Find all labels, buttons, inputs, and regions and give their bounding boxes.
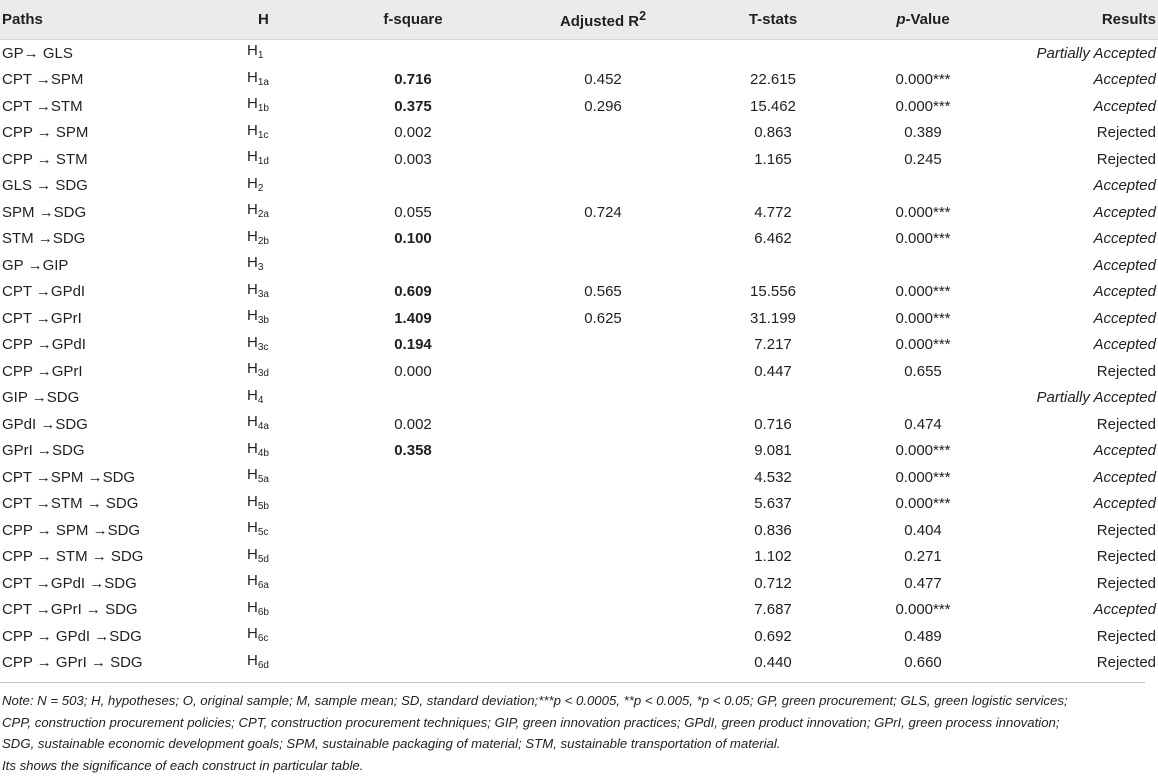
hypothesis-letter: H (247, 148, 258, 165)
hypothesis-letter: H (247, 652, 258, 669)
result-cell: Partially Accepted (998, 40, 1158, 67)
table-row (0, 252, 1158, 279)
p-value-cell: 0.000*** (848, 67, 998, 94)
table-row (0, 120, 1158, 147)
p-value-cell: 0.000*** (848, 199, 998, 226)
f-square-cell (318, 597, 508, 624)
path-cell: CPT →GPdI (0, 279, 247, 306)
hypothesis-cell (247, 438, 318, 465)
path-cell: GP →GIP (0, 252, 247, 279)
note-line: Its shows the significance of each construct in particular table. (2, 755, 1143, 776)
t-stats-cell (698, 173, 848, 200)
hypothesis-letter: H (247, 625, 258, 642)
t-stats-cell: 4.772 (698, 199, 848, 226)
adjusted-r2-cell: 0.565 (508, 279, 698, 306)
table-row (0, 517, 1158, 544)
f-square-cell: 0.716 (318, 67, 508, 94)
header-paths: Paths (0, 0, 247, 40)
table-row (0, 491, 1158, 518)
path-cell: CPP →GPdI (0, 332, 247, 359)
hypothesis-letter: H (247, 519, 258, 536)
adjusted-r2-cell (508, 173, 698, 200)
hypothesis-letter: H (247, 69, 258, 86)
hypothesis-subscript: 3d (258, 368, 269, 379)
path-cell: GP→ GLS (0, 40, 247, 67)
t-stats-cell: 0.863 (698, 120, 848, 147)
hypothesis-letter: H (247, 493, 258, 510)
header-h: H (247, 0, 318, 40)
table-row (0, 67, 1158, 94)
path-cell: GLS → SDG (0, 173, 247, 200)
result-cell: Rejected (998, 358, 1158, 385)
hypothesis-subscript: 3c (258, 342, 269, 353)
hypothesis-cell (247, 385, 318, 412)
p-value-cell: 0.000*** (848, 226, 998, 253)
path-cell: CPT →GPrI → SDG (0, 597, 247, 624)
hypothesis-cell (247, 279, 318, 306)
header-p-suffix: -Value (905, 11, 949, 28)
hypothesis-letter: H (247, 42, 258, 59)
result-cell: Rejected (998, 544, 1158, 571)
adjusted-r2-cell: 0.296 (508, 93, 698, 120)
result-cell: Accepted (998, 332, 1158, 359)
hypothesis-subscript: 5c (258, 527, 269, 538)
adjusted-r2-cell (508, 411, 698, 438)
header-p-value (848, 0, 998, 40)
adjusted-r2-cell (508, 358, 698, 385)
t-stats-cell: 9.081 (698, 438, 848, 465)
hypothesis-cell (247, 623, 318, 650)
p-value-cell: 0.271 (848, 544, 998, 571)
hypothesis-cell (247, 332, 318, 359)
adjusted-r2-cell (508, 491, 698, 518)
hypothesis-cell (247, 67, 318, 94)
table-row (0, 93, 1158, 120)
p-value-cell: 0.000*** (848, 597, 998, 624)
adjusted-r2-cell: 0.724 (508, 199, 698, 226)
hypothesis-subscript: 6c (258, 633, 269, 644)
result-cell: Accepted (998, 226, 1158, 253)
result-cell: Accepted (998, 173, 1158, 200)
f-square-cell: 0.003 (318, 146, 508, 173)
p-value-cell: 0.000*** (848, 305, 998, 332)
f-square-cell (318, 491, 508, 518)
t-stats-cell: 1.102 (698, 544, 848, 571)
hypothesis-letter: H (247, 307, 258, 324)
adjusted-r2-cell (508, 623, 698, 650)
hypothesis-cell (247, 226, 318, 253)
p-value-cell: 0.655 (848, 358, 998, 385)
hypothesis-letter: H (247, 281, 258, 298)
path-cell: CPP → SPM (0, 120, 247, 147)
t-stats-cell: 0.836 (698, 517, 848, 544)
result-cell: Accepted (998, 199, 1158, 226)
path-cell: CPP →GPrI (0, 358, 247, 385)
hypothesis-subscript: 1a (258, 77, 269, 88)
t-stats-cell: 15.462 (698, 93, 848, 120)
result-cell: Rejected (998, 146, 1158, 173)
result-cell: Rejected (998, 623, 1158, 650)
table-row (0, 570, 1158, 597)
f-square-cell (318, 173, 508, 200)
table-body (0, 40, 1158, 677)
adjusted-r2-cell (508, 385, 698, 412)
result-cell: Accepted (998, 279, 1158, 306)
result-cell: Accepted (998, 438, 1158, 465)
path-cell: SPM →SDG (0, 199, 247, 226)
hypothesis-subscript: 6a (258, 580, 269, 591)
table-row (0, 597, 1158, 624)
p-value-cell: 0.489 (848, 623, 998, 650)
f-square-cell: 0.609 (318, 279, 508, 306)
hypothesis-letter: H (247, 175, 258, 192)
t-stats-cell: 22.615 (698, 67, 848, 94)
hypothesis-cell (247, 570, 318, 597)
path-cell: CPP → STM → SDG (0, 544, 247, 571)
note-line: Note: N = 503; H, hypotheses; O, original sample; M, sample mean; SD, standard deviation;***p < 0.0005, **p < 0.005, *p < 0.05; GP, green procurement; GLS, green logistic services; (2, 690, 1143, 712)
adjusted-r2-cell (508, 597, 698, 624)
hypothesis-cell (247, 464, 318, 491)
p-value-cell: 0.389 (848, 120, 998, 147)
adjusted-r2-cell: 0.452 (508, 67, 698, 94)
note-line: CPP, construction procurement policies; CPT, construction procurement techniques; GIP, green innovation practices; GPdI, green product innovation; GPrI, green process innovation; (2, 712, 1143, 734)
adjusted-r2-cell (508, 40, 698, 67)
t-stats-cell: 7.217 (698, 332, 848, 359)
note-line: SDG, sustainable economic development goals; SPM, sustainable packaging of material; STM, sustainable transportation of material. (2, 733, 1143, 755)
hypothesis-letter: H (247, 334, 258, 351)
hypothesis-letter: H (247, 599, 258, 616)
t-stats-cell: 0.440 (698, 650, 848, 677)
hypothesis-letter: H (247, 466, 258, 483)
hypothesis-letter: H (247, 572, 258, 589)
table-row (0, 385, 1158, 412)
result-cell: Accepted (998, 305, 1158, 332)
hypothesis-subscript: 1d (258, 156, 269, 167)
path-cell: GIP →SDG (0, 385, 247, 412)
hypothesis-letter: H (247, 254, 258, 271)
hypothesis-cell (247, 120, 318, 147)
hypothesis-subscript: 3a (258, 289, 269, 300)
hypothesis-subscript: 4 (258, 395, 264, 406)
result-cell: Rejected (998, 570, 1158, 597)
t-stats-cell: 5.637 (698, 491, 848, 518)
header-adjusted-r-sup: 2 (639, 9, 646, 23)
hypothesis-subscript: 3 (258, 262, 264, 273)
hypothesis-letter: H (247, 201, 258, 218)
table-row (0, 146, 1158, 173)
adjusted-r2-cell (508, 544, 698, 571)
hypothesis-subscript: 6d (258, 660, 269, 671)
hypothesis-cell (247, 252, 318, 279)
hypothesis-cell (247, 650, 318, 677)
adjusted-r2-cell (508, 146, 698, 173)
p-value-cell: 0.000*** (848, 332, 998, 359)
hypothesis-letter: H (247, 546, 258, 563)
path-cell: CPP → GPrI → SDG (0, 650, 247, 677)
hypothesis-subscript: 3b (258, 315, 269, 326)
p-value-cell: 0.000*** (848, 279, 998, 306)
adjusted-r2-cell (508, 464, 698, 491)
f-square-cell (318, 252, 508, 279)
hypothesis-subscript: 5a (258, 474, 269, 485)
hypothesis-subscript: 1c (258, 130, 269, 141)
hypothesis-cell (247, 517, 318, 544)
path-cell: CPP → SPM →SDG (0, 517, 247, 544)
path-cell: STM →SDG (0, 226, 247, 253)
f-square-cell: 0.002 (318, 411, 508, 438)
hypothesis-cell (247, 40, 318, 67)
hypothesis-cell (247, 358, 318, 385)
hypothesis-subscript: 1 (258, 50, 264, 61)
t-stats-cell (698, 252, 848, 279)
path-cell: CPT →STM → SDG (0, 491, 247, 518)
f-square-cell (318, 385, 508, 412)
t-stats-cell (698, 40, 848, 67)
result-cell: Rejected (998, 411, 1158, 438)
f-square-cell (318, 650, 508, 677)
adjusted-r2-cell (508, 226, 698, 253)
f-square-cell: 0.358 (318, 438, 508, 465)
p-value-cell: 0.477 (848, 570, 998, 597)
path-cell: CPT →SPM (0, 67, 247, 94)
result-cell: Rejected (998, 650, 1158, 677)
p-value-cell: 0.000*** (848, 464, 998, 491)
result-cell: Partially Accepted (998, 385, 1158, 412)
hypothesis-subscript: 5d (258, 554, 269, 565)
result-cell: Accepted (998, 464, 1158, 491)
header-results: Results (998, 0, 1158, 40)
t-stats-cell: 0.712 (698, 570, 848, 597)
path-cell: CPT →GPdI →SDG (0, 570, 247, 597)
f-square-cell: 0.375 (318, 93, 508, 120)
result-cell: Accepted (998, 252, 1158, 279)
hypothesis-subscript: 2b (258, 236, 269, 247)
table-row (0, 226, 1158, 253)
hypothesis-subscript: 6b (258, 607, 269, 618)
p-value-cell: 0.000*** (848, 491, 998, 518)
adjusted-r2-cell (508, 120, 698, 147)
path-cell: CPP → STM (0, 146, 247, 173)
f-square-cell (318, 517, 508, 544)
f-square-cell (318, 40, 508, 67)
t-stats-cell: 0.692 (698, 623, 848, 650)
t-stats-cell: 15.556 (698, 279, 848, 306)
hypothesis-subscript: 2a (258, 209, 269, 220)
result-cell: Rejected (998, 517, 1158, 544)
header-p-prefix: p (896, 11, 905, 28)
path-cell: CPT →SPM →SDG (0, 464, 247, 491)
t-stats-cell: 0.447 (698, 358, 848, 385)
path-cell: CPT →GPrI (0, 305, 247, 332)
result-cell: Accepted (998, 491, 1158, 518)
hypothesis-cell (247, 199, 318, 226)
f-square-cell: 0.055 (318, 199, 508, 226)
f-square-cell (318, 570, 508, 597)
path-cell: GPrI →SDG (0, 438, 247, 465)
table-row (0, 305, 1158, 332)
hypothesis-cell (247, 544, 318, 571)
f-square-cell (318, 544, 508, 571)
hypothesis-letter: H (247, 360, 258, 377)
hypothesis-letter: H (247, 440, 258, 457)
hypothesis-subscript: 1b (258, 103, 269, 114)
table-row (0, 173, 1158, 200)
hypothesis-subscript: 2 (258, 183, 264, 194)
header-f-square: f-square (318, 0, 508, 40)
p-value-cell (848, 385, 998, 412)
p-value-cell (848, 173, 998, 200)
table-row (0, 40, 1158, 67)
f-square-cell (318, 464, 508, 491)
hypothesis-cell (247, 173, 318, 200)
adjusted-r2-cell (508, 517, 698, 544)
table-row (0, 544, 1158, 571)
f-square-cell: 0.000 (318, 358, 508, 385)
f-square-cell: 1.409 (318, 305, 508, 332)
table-row (0, 623, 1158, 650)
hypothesis-cell (247, 146, 318, 173)
adjusted-r2-cell: 0.625 (508, 305, 698, 332)
hypothesis-subscript: 5b (258, 501, 269, 512)
f-square-cell: 0.194 (318, 332, 508, 359)
hypothesis-cell (247, 93, 318, 120)
t-stats-cell: 0.716 (698, 411, 848, 438)
table-row (0, 650, 1158, 677)
p-value-cell: 0.660 (848, 650, 998, 677)
t-stats-cell: 7.687 (698, 597, 848, 624)
t-stats-cell: 1.165 (698, 146, 848, 173)
f-square-cell: 0.002 (318, 120, 508, 147)
path-cell: CPT →STM (0, 93, 247, 120)
table-row (0, 438, 1158, 465)
hypothesis-letter: H (247, 95, 258, 112)
hypothesis-subscript: 4b (258, 448, 269, 459)
result-cell: Rejected (998, 120, 1158, 147)
path-cell: GPdI →SDG (0, 411, 247, 438)
header-adjusted-r-text: Adjusted R (560, 13, 639, 30)
table-header-row (0, 0, 1158, 40)
header-t-stats: T-stats (698, 0, 848, 40)
f-square-cell (318, 623, 508, 650)
table-row (0, 358, 1158, 385)
table-row (0, 332, 1158, 359)
result-cell: Accepted (998, 597, 1158, 624)
result-cell: Accepted (998, 93, 1158, 120)
t-stats-cell: 4.532 (698, 464, 848, 491)
result-cell: Accepted (998, 67, 1158, 94)
p-value-cell: 0.404 (848, 517, 998, 544)
path-cell: CPP → GPdI →SDG (0, 623, 247, 650)
hypothesis-cell (247, 597, 318, 624)
table-row (0, 464, 1158, 491)
table-note (0, 683, 1145, 776)
p-value-cell: 0.000*** (848, 93, 998, 120)
t-stats-cell (698, 385, 848, 412)
f-square-cell: 0.100 (318, 226, 508, 253)
table-row (0, 411, 1158, 438)
p-value-cell: 0.000*** (848, 438, 998, 465)
hypothesis-letter: H (247, 228, 258, 245)
hypothesis-letter: H (247, 122, 258, 139)
adjusted-r2-cell (508, 650, 698, 677)
p-value-cell: 0.245 (848, 146, 998, 173)
hypothesis-subscript: 4a (258, 421, 269, 432)
t-stats-cell: 6.462 (698, 226, 848, 253)
p-value-cell (848, 40, 998, 67)
p-value-cell (848, 252, 998, 279)
adjusted-r2-cell (508, 438, 698, 465)
adjusted-r2-cell (508, 570, 698, 597)
p-value-cell: 0.474 (848, 411, 998, 438)
header-adjusted-r2 (508, 0, 698, 40)
hypothesis-cell (247, 411, 318, 438)
table-row (0, 279, 1158, 306)
hypothesis-letter: H (247, 413, 258, 430)
hypothesis-letter: H (247, 387, 258, 404)
adjusted-r2-cell (508, 252, 698, 279)
adjusted-r2-cell (508, 332, 698, 359)
hypothesis-cell (247, 305, 318, 332)
table-row (0, 199, 1158, 226)
hypothesis-cell (247, 491, 318, 518)
t-stats-cell: 31.199 (698, 305, 848, 332)
